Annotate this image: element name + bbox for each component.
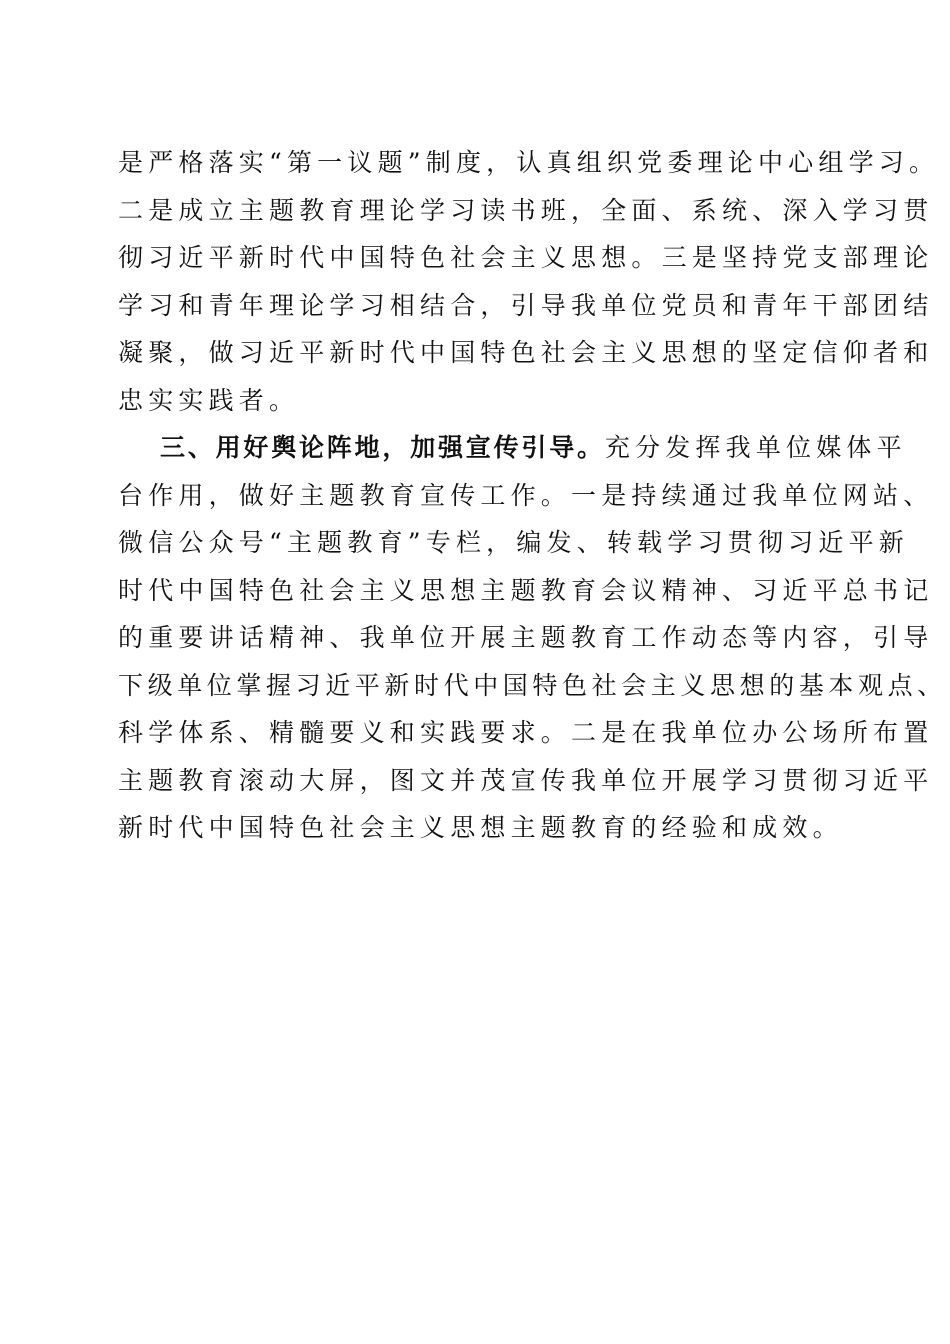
body-text-line: 学习和青年理论学习相结合，引导我单位党员和青年干部团结 xyxy=(118,291,934,320)
body-text-line: 下级单位掌握习近平新时代中国特色社会主义思想的基本观点、 xyxy=(118,671,947,700)
body-text-line: 二是成立主题教育理论学习读书班，全面、系统、深入学习贯 xyxy=(118,196,934,225)
body-text-line: 微信公众号“主题教育”专栏，编发、转载学习贯彻习近平新 xyxy=(118,528,909,557)
heading-continuation: 充分发挥我单位媒体平 xyxy=(604,433,907,462)
body-text-line: 新时代中国特色社会主义思想主题教育的经验和成效。 xyxy=(118,813,843,842)
body-text-line: 是严格落实“第一议题”制度，认真组织党委理论中心组学习。 xyxy=(118,148,940,177)
body-text-line: 时代中国特色社会主义思想主题教育会议精神、习近平总书记 xyxy=(118,576,934,605)
body-text-line: 凝聚，做习近平新时代中国特色社会主义思想的坚定信仰者和 xyxy=(118,338,934,367)
body-text-line: 台作用，做好主题教育宣传工作。一是持续通过我单位网站、 xyxy=(118,481,934,510)
body-text-line: 的重要讲话精神、我单位开展主题教育工作动态等内容，引导 xyxy=(118,623,934,652)
section-heading-line xyxy=(160,433,907,463)
body-text-line: 主题教育滚动大屏，图文并茂宣传我单位开展学习贯彻习近平 xyxy=(118,766,934,795)
section-heading: 三、用好舆论阵地，加强宣传引导。 xyxy=(160,433,605,462)
body-text-line: 忠实实践者。 xyxy=(118,386,300,415)
body-text-line: 科学体系、精髓要义和实践要求。二是在我单位办公场所布置 xyxy=(118,718,934,747)
body-text-line: 彻习近平新时代中国特色社会主义思想。三是坚持党支部理论 xyxy=(118,243,934,272)
